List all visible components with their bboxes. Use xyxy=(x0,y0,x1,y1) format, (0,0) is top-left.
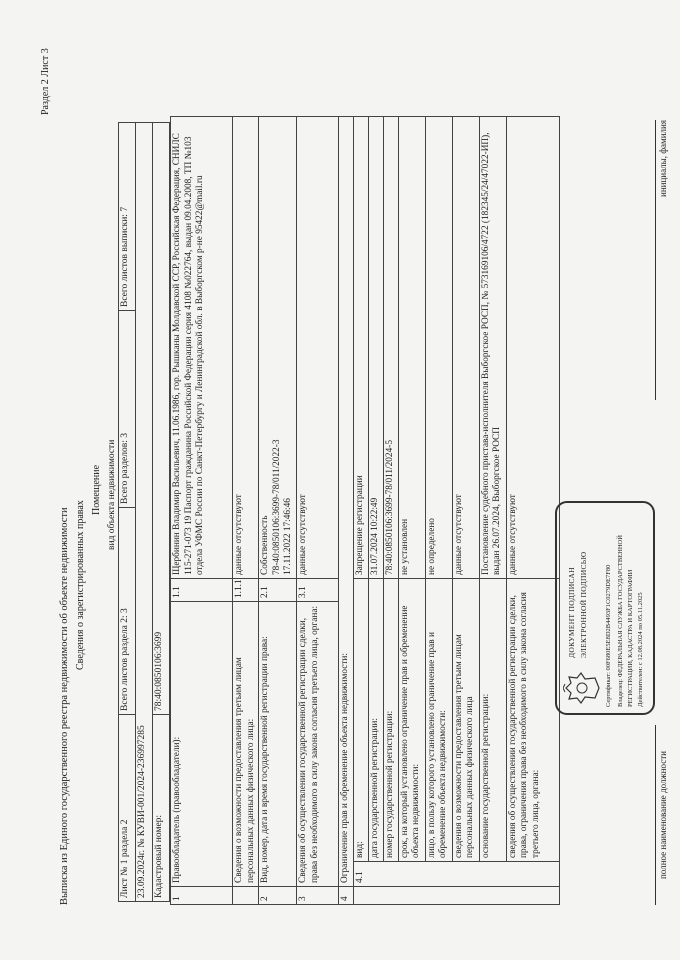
stamp-owner: Владелец: ФЕДЕРАЛЬНАЯ СЛУЖБА ГОСУДАРСТВЕННОЙ xyxy=(617,535,624,707)
enc-label-term: срок, на который установлено ограничение прав и обременение объекта недвижимости: xyxy=(398,579,425,862)
encumbrance-labels xyxy=(354,579,559,886)
date-number: 23.09.2024г. № КУВИ-001/2024-236997285 xyxy=(136,123,153,902)
row-2-label: Вид, номер, дата и время государственной регистрации права: xyxy=(259,602,297,887)
encumbrance-values xyxy=(354,117,559,578)
row-1-sub: 1.1 xyxy=(171,579,233,602)
row-2-sub: 2.1 xyxy=(259,579,297,602)
object-type-value: Помещение xyxy=(91,464,102,515)
row-3-label: Сведения об осуществлении государственной регистрации сделки, права без необходимого в силу закона согласия третьего лица, органа: xyxy=(297,602,339,887)
sections-total: Всего разделов: 3 xyxy=(119,311,136,508)
name-caption: инициалы, фамилия xyxy=(655,120,669,400)
document-title: Выписка из Единого государственного реестра недвижимости об объекте недвижимости xyxy=(59,507,70,905)
enc-value-kind: Запрещение регистрации xyxy=(354,117,369,578)
row-2-number: 2 xyxy=(259,887,297,905)
enc-value-beneficiary: не определено xyxy=(425,117,452,578)
stamp-certificate: Сертификат: 00F680E5E8D2B4493F1C0279DE7F80 xyxy=(605,564,612,707)
encumbrance-sub: 4.1 xyxy=(354,862,559,887)
sheets-total: Всего листов выписки: 7 xyxy=(119,123,136,311)
row-3-value: данные отсутствуют xyxy=(297,117,339,579)
enc-label-personal-data: сведения о возможности предоставления третьим лицам персональных данных физического лица xyxy=(452,579,479,862)
row-3-sub: 3.1 xyxy=(297,579,339,602)
section-sheet-label: Раздел 2 Лист 3 xyxy=(40,48,51,115)
row-1-value: Щербинин Владимир Васильевич, 11.06.1986, гор. Рышканы Молдавской ССР, Российская Федерация, СНИЛС 115-271-073 19 Паспорт гражданина Российской Федерации серия 4108 №022764, выдан 09.04.2008, ТП №103 отдела УФМС России по Санкт-Петербургу и Ленинградской обл. в Выборгском р-не 95422@mail.ru xyxy=(171,117,233,579)
row-1-1-value: данные отсутствуют xyxy=(233,117,259,579)
right-type: Собственность xyxy=(260,515,271,575)
position-caption: полное наименование должности xyxy=(655,725,669,905)
enc-value-term: не установлен xyxy=(398,117,425,578)
cadastral-value: 78:40:0850106:3699 xyxy=(153,123,170,715)
rights-table xyxy=(170,116,560,905)
enc-label-beneficiary: лицо, в пользу которого установлено ограничение прав и обременение объекта недвижимости: xyxy=(425,579,452,862)
enc-value-basis: Постановление судебного пристава-исполнителя Выборгское РОСП, № 573169106/4722 (182345/24/47022-ИП), выдан 26.07.2024, Выборгское РОСП xyxy=(479,117,506,578)
enc-value-number: 78:40:0850106:3699-78/011/2024-5 xyxy=(383,117,398,578)
row-4-label: Ограничение прав и обременение объекта недвижимости: xyxy=(339,117,354,887)
sheets-in-section: Всего листов раздела 2: 3 xyxy=(119,508,136,715)
enc-label-basis: основание государственной регистрации: xyxy=(479,579,506,862)
enc-value-consent: данные отсутствуют xyxy=(507,494,518,575)
row-2-value xyxy=(259,117,297,579)
electronic-signature-stamp xyxy=(555,501,655,715)
cadastral-label: Кадастровый номер: xyxy=(153,715,170,902)
object-type-caption: вид объекта недвижимости xyxy=(107,439,117,550)
enc-value-date: 31.07.2024 10:22:49 xyxy=(368,117,383,578)
stamp-line-2: ЭЛЕКТРОННОЙ ПОДПИСЬЮ xyxy=(579,551,588,658)
sheet-number: Лист № 1 раздела 2 xyxy=(119,715,136,902)
coat-of-arms-icon xyxy=(563,671,601,705)
enc-label-number: номер государственной регистрации: xyxy=(383,579,398,862)
enc-value-personal-data: данные отсутствуют xyxy=(452,117,479,578)
right-reg-number: 78-40:0850106:3699-78/011/2022-3 xyxy=(271,439,282,575)
row-1-1-label: Сведения о возможности предоставления третьим лицам персональных данных физического лица: xyxy=(233,602,259,887)
enc-label-kind: вид: xyxy=(354,579,369,862)
row-1-label: Правообладатель (правообладатели): xyxy=(171,602,233,887)
enc-label-consent: сведения об осуществлении государственной регистрации сделки, права, ограничения права без необходимого в силу закона согласия третьего лица, органа: xyxy=(507,592,542,858)
stamp-validity: Действителен: с 12.08.2024 по 05.11.2025 xyxy=(637,592,644,707)
stamp-line-1: ДОКУМЕНТ ПОДПИСАН xyxy=(567,567,576,658)
info-table xyxy=(118,122,170,902)
row-1-number: 1 xyxy=(171,887,233,905)
row-1-1-sub: 1.1.1 xyxy=(233,579,259,602)
row-4-number: 4 xyxy=(339,887,354,905)
document-subtitle: Сведения о зарегистрированных правах xyxy=(75,500,86,670)
stamp-owner-2: РЕГИСТРАЦИИ, КАДАСТРА И КАРТОГРАФИИ xyxy=(627,569,634,707)
right-reg-date: 17.11.2022 17:46:46 xyxy=(283,498,294,575)
enc-label-date: дата государственной регистрации: xyxy=(368,579,383,862)
row-3-number: 3 xyxy=(297,887,339,905)
